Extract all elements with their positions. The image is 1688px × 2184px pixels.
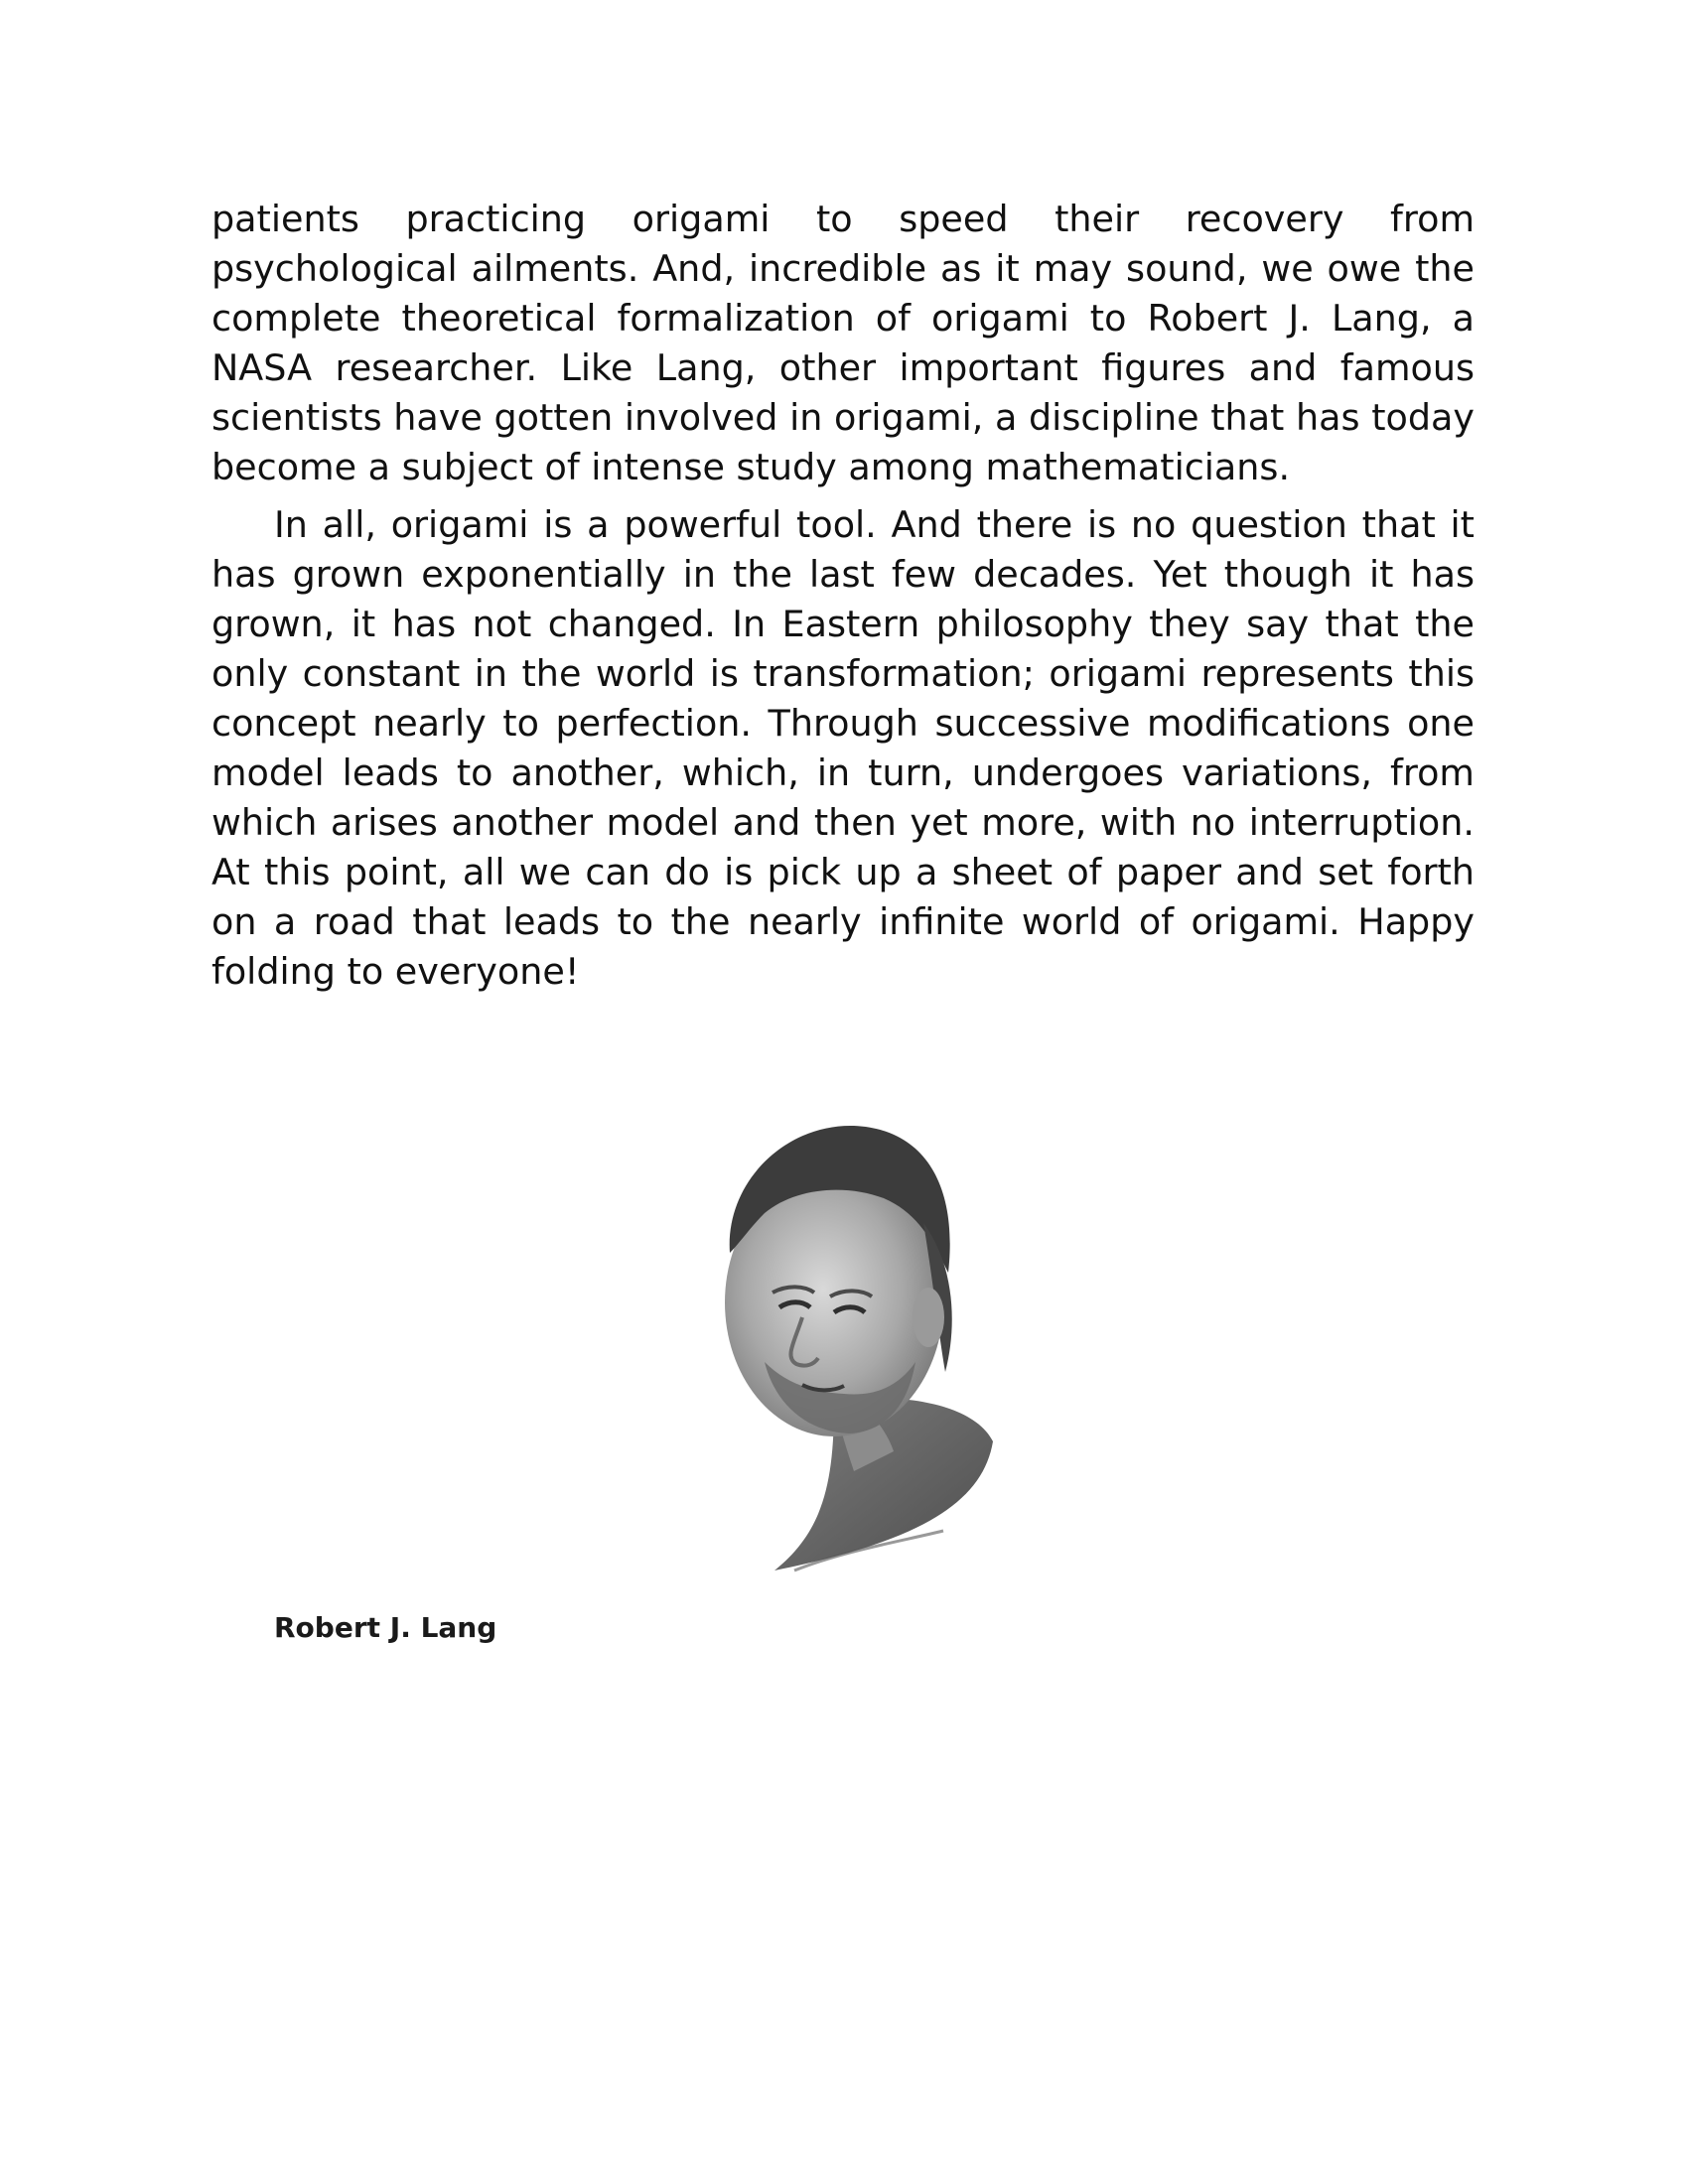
- paragraph-continued: patients practicing origami to speed their recovery from psychological ailments. And, incredible as it may sound, we owe the complete theoretical formalization of origami to Robert J. Lang, a NASA researcher. Like Lang, other important figures and famous scientists have gotten involved in origami, a discipline that has today become a subject of intense study among mathematicians.: [211, 198, 1475, 488]
- paragraph-closing: In all, origami is a powerful tool. And there is no question that it has grown exponentially in the last few decades. Yet though it has grown, it has not changed. In Eastern philosophy they say that the only constant in the world is transformation; origami represents this concept nearly to perfection. Through successive modifications one model leads to another, which, in turn, undergoes variations, from which arises another model and then yet more, with no interruption. At this point, all we can do is pick up a sheet of paper and set forth on a road that leads to the nearly infinite world of origami. Happy folding to everyone!: [211, 503, 1475, 993]
- body-text: [211, 195, 1475, 997]
- portrait-photo: [685, 1104, 1003, 1580]
- photo-caption: Robert J. Lang: [274, 1611, 497, 1644]
